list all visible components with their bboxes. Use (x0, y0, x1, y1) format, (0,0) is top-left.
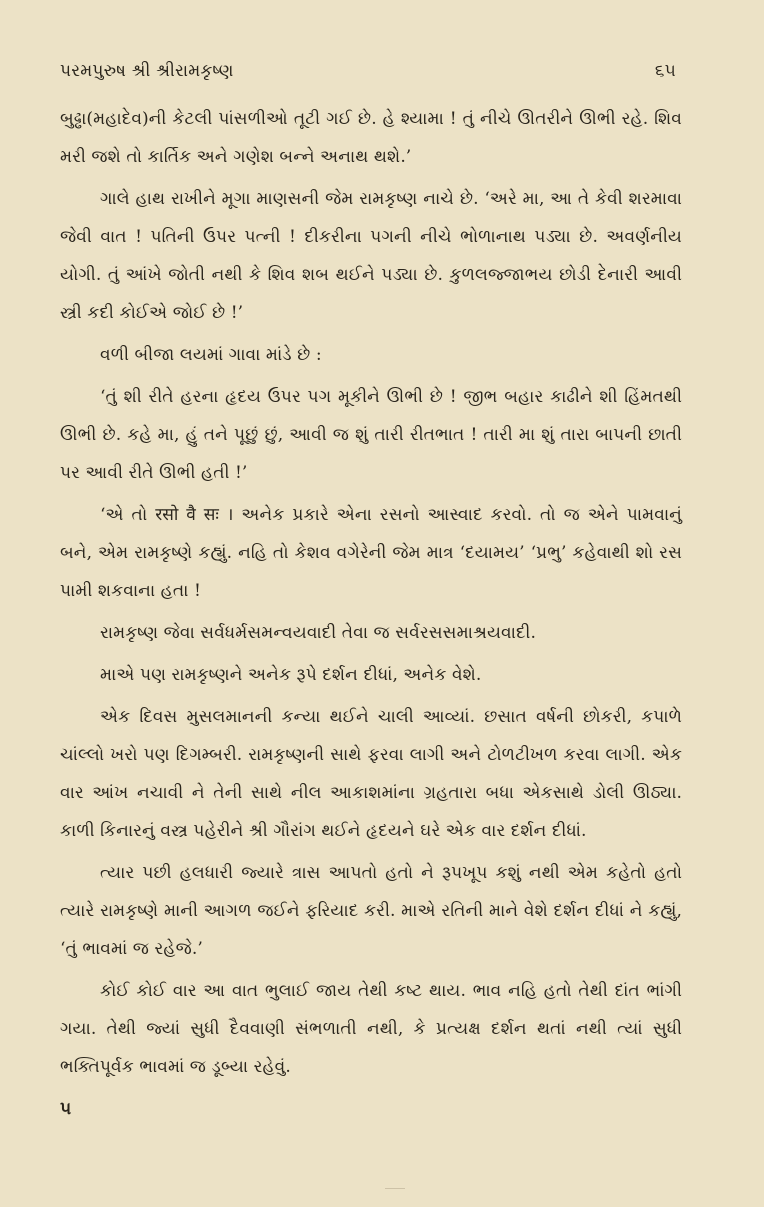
paragraph-8: એક દિવસ મુસલમાનની કન્યા થઈને ચાલી આવ્યાં. છસાત વર્ષની છોકરી, કપાળે ચાંલ્લો ખરો પણ દિગમ્બરી. રામકૃષ્ણની સાથે ફરવા લાગી અને ટોળટીખળ કરવા લાગી. એક વાર આંખ નચાવી ને તેની સાથે નીલ આકાશમાંના ગ્રહતારા બધા એકસાથે ડોલી ઊઠ્યા. કાળી કિનારનું વસ્ત્ર પહેરીને શ્રી ગૌરાંગ થઈને હૃદયને ઘરે એક વાર દર્શન દીધાં. (60, 707, 682, 841)
paragraph-5: ‘એ તો रसो वै सः । અનેક પ્રકારે એના રસનો આસ્વાદ કરવો. તો જ એને પામવાનું બને, એમ રામકૃષ્ણે કહ્યું. નહિ તો કેશવ વગેરેની જેમ માત્ર ‘દયામય’ ‘પ્રભુ’ કહેવાથી શો રસ પામી શકવાના હતા ! (60, 505, 682, 601)
body-text (60, 100, 682, 1128)
paragraph-7: માએ પણ રામકૃષ્ણને અનેક રૂપે દર્શન દીધાં, અનેક વેશે. (100, 665, 482, 685)
running-title: પરમપુરુષ શ્રી શ્રીરામકૃષ્ણ (60, 61, 234, 81)
page-bottom-mark (385, 1188, 405, 1195)
paragraph-10: કોઈ કોઈ વાર આ વાત ભુલાઈ જાય તેથી કષ્ટ થાય. ભાવ નહિ હતો તેથી દાંત ભાંગી ગયા. તેથી જ્યાં સુધી દૈવવાણી સંભળાતી નથી, કે પ્રત્યક્ષ દર્શન થતાં નથી ત્યાં સુધી ભક્તિપૂર્વક ભાવમાં જ ડૂબ્યા રહેવું. (60, 981, 682, 1077)
paragraph-9: ત્યાર પછી હલધારી જ્યારે ત્રાસ આપતો હતો ને રૂપખૂપ કશું નથી એમ કહેતો હતો ત્યારે રામકૃષ્ણે માની આગળ જઈને ફરિયાદ કરી. માએ રતિની માને વેશે દર્શન દીધાં ને કહ્યું, ‘તું ભાવમાં જ રહેજે.’ (60, 863, 682, 959)
paragraph-4: ‘તું શી રીતે હરના હૃદય ઉપર પગ મૂકીને ઊભી છે ! જીભ બહાર કાઢીને શી હિંમતથી ઊભી છે. કહે મા, હું તને પૂછું છું, આવી જ શું તારી રીતભાત ! તારી મા શું તારા બાપની છાતી પર આવી રીતે ઊભી હતી !’ (60, 387, 682, 483)
paragraph-2: ગાલે હાથ રાખીને મૂગા માણસની જેમ રામકૃષ્ણ નાચે છે. ‘અરે મા, આ તે કેવી શરમાવા જેવી વાત ! પતિની ઉપર પત્ની ! દીકરીના પગની નીચે ભોળાનાથ પડ્યા છે. અવર્ણનીય યોગી. તું આંખે જોતી નથી કે શિવ શબ થઈને પડ્યા છે. કુળલજ્જાભય છોડી દેનારી આવી સ્ત્રી કદી કોઈએ જોઈ છે !’ (60, 189, 682, 323)
paragraph-1: બુઢ્ઢા(મહાદેવ)ની કેટલી પાંસળીઓ તૂટી ગઈ છે. હે શ્યામા ! તું નીચે ઊતરીને ઊભી રહે. શિવ મરી જશે તો કાર્તિક અને ગણેશ બન્ને અનાથ થશે.’ (60, 109, 682, 167)
page-number: ૬૫ (654, 61, 676, 81)
paragraph-3: વળી બીજા લયમાં ગાવા માંડે છે : (100, 345, 322, 365)
running-header (60, 56, 676, 86)
paragraph-6: રામકૃષ્ણ જેવા સર્વધર્મસમન્વયવાદી તેવા જ સર્વરસસમાશ્રયવાદી. (100, 623, 536, 643)
signature-mark: ૫ (60, 1099, 72, 1119)
